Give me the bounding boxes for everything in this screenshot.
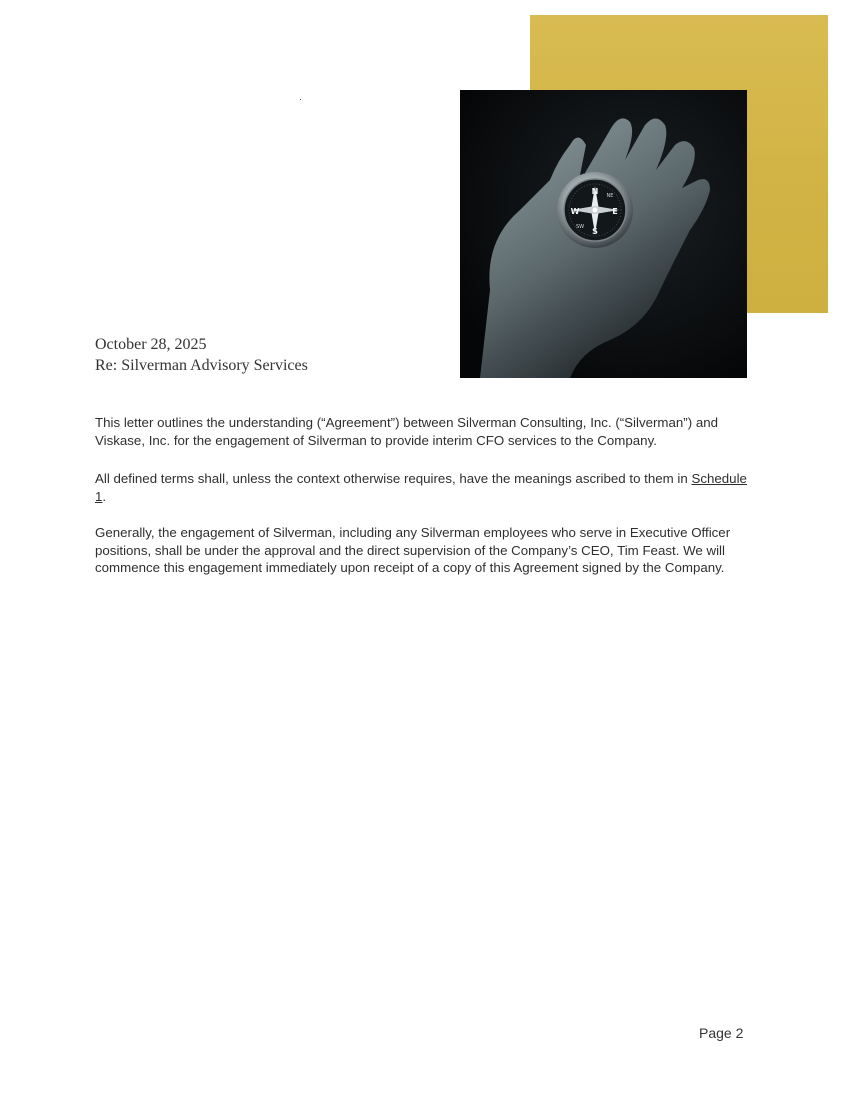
compass-letter-sw: SW [575,224,585,230]
compass-letter-w: W [570,207,580,216]
defined-terms-text: All defined terms shall, unless the context otherwise requires, have the meanings ascribed to them in [95,471,692,486]
letter-subject: Re: Silverman Advisory Services [95,357,308,374]
hand-holding-compass-icon [460,90,747,378]
compass-letter-e: E [612,207,618,216]
paragraph-agreement-intro: This letter outlines the understanding (“Agreement”) between Silverman Consulting, Inc. (“Silverman”) and Viskase, Inc. for the engagement of Silverman to provide interim CFO services to the Company. [95,415,719,448]
paragraph-engagement-supervision: Generally, the engagement of Silverman, including any Silverman employees who serve in Executive Officer positions, shall be under the approval and the direct supervision of the Company’s CEO, Tim Feast. We will commence this engagement immediately upon receipt of a copy of this Agreement signed by the Company. [95,525,731,575]
compass-letter-ne: NE [606,193,614,199]
compass-letter-s: S [592,227,598,236]
scan-speck [300,99,301,100]
letter-date: October 28, 2025 [95,336,207,353]
schedule-1-link[interactable]: Schedule 1 [95,471,747,504]
page-number: Page 2 [699,1025,744,1041]
defined-terms-period: . [102,488,107,504]
paragraph-defined-terms [95,470,755,505]
compass-letter-n: N [591,187,599,196]
